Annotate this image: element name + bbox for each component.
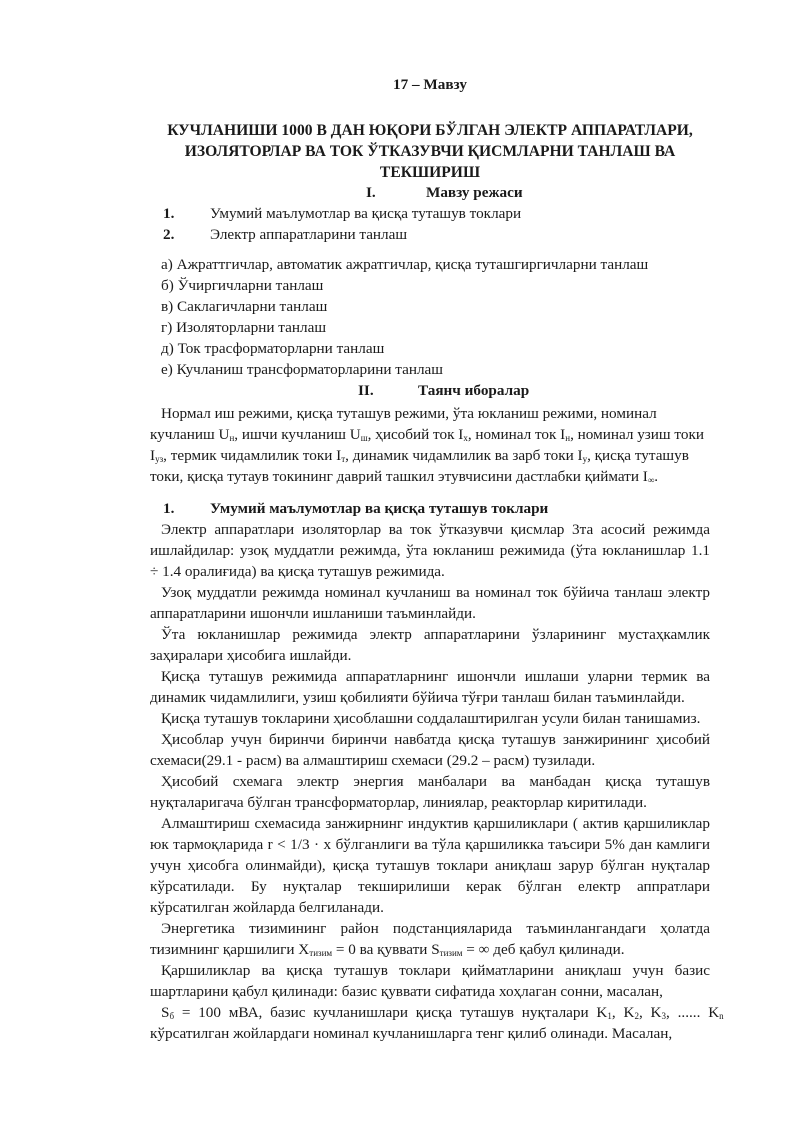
subplan-item: б) Ўчиргичларни танлаш: [161, 277, 324, 294]
body-text: [150, 519, 724, 1044]
subplan-item: г) Изоляторларни танлаш: [161, 319, 327, 336]
plan-item-2-number: 2.: [163, 226, 175, 243]
section-1-title: Мавзу режаси: [426, 184, 523, 201]
body-line: кўрсатилади. Бу нуқталар текширилиши керак бўлган електр аппратлари: [150, 878, 710, 895]
plan-item-1-text: Умумий маълумотлар ва қисқа туташув токлари: [210, 205, 522, 222]
body-line: Энергетика тизимининг район подстанцияларида таъминлангандаги ҳолатда: [161, 920, 710, 937]
body-line: Узоқ муддатли режимда номинал кучланиш ва номинал ток бўйича танлаш электр: [161, 584, 710, 601]
body-line: Қисқа туташув режимида аппаратларнинг ишончли ишлаши уларни термик ва: [161, 668, 710, 685]
subplan-item: а) Ажраттгичлар, автоматик ажратгичлар, қисқа туташгиргичларни танлаш: [161, 256, 649, 273]
body-line: Электр аппаратлари изоляторлар ва ток ўтказувчи қисмлар 3та асосий режимда: [161, 521, 710, 538]
body-line: $S_б = 100$ мВА, базис кучланишлари қисқа туташув нуқталари $K_1$, $K_2$, $K_3$, ...... $K_n$: [161, 1004, 724, 1021]
body-line: юк тармоқларида r < 1/3 · x бўлганлиги ва тўла қаршиликка таъсири 5% дан камлиги: [150, 836, 710, 853]
subplan-item: д) Ток трасформаторларни танлаш: [161, 340, 385, 357]
body-line: Ўта юкланишлар режимида электр аппаратларини ўзларининг мустаҳкамлик: [161, 626, 710, 643]
body-line: нуқталаригача бўлган трансформаторлар, линиялар, реакторлар киритилади.: [150, 794, 647, 811]
body-line: ÷ 1.4 оралиғида) ва қисқа туташув режимида.: [150, 563, 445, 580]
body-line: схемаси(29.1 - расм) ва алмаштириш схемаси (29.2 – расм) тузилади.: [150, 752, 596, 769]
title-line-3: ТЕКШИРИШ: [379, 164, 481, 181]
body-line: тизимнинг қаршилиги $X_{тизим} = 0$ ва қуввати $S_{тизим}$ = ∞ деб қабул қилинади.: [150, 941, 625, 958]
section-1-number: I.: [366, 184, 376, 201]
keywords-paragraph: [150, 403, 710, 487]
section-3-title: Умумий маълумотлар ва қисқа туташув токлари: [210, 500, 549, 517]
body-line: кўрсатилган жойлардаги номинал кучланишларга тенг қилиб олинади. Масалан,: [150, 1025, 673, 1042]
keywords-line: токи, қисқа тутаув токининг даврий ташкил этувчисини дастлабки қиймати $I_\infty$.: [150, 468, 659, 485]
body-line: шартларини қабул қилинади: базис қуввати сифатида хоҳлаган сонни, масалан,: [150, 983, 663, 1000]
body-line: Қаршиликлар ва қисқа туташув токлари қийматларини аниқлаш учун базис: [161, 962, 710, 979]
body-line: Қисқа туташув токларини ҳисоблашни соддалаштирилган усули билан танишамиз.: [161, 710, 701, 727]
body-line: учун ҳисобга олинмайди), қисқа туташув токлари аниқлаш зарур бўлган нуқталар: [150, 857, 710, 874]
keywords-line: $I_{уз}$, термик чидамлилик токи $I_т$, динамик чидамлилик ва зарб токи $I_у$, қисқа туташув: [150, 447, 689, 464]
subplan-item: е) Кучланиш трансформаторларини танлаш: [161, 361, 443, 378]
subplan-item: в) Саклагичларни танлаш: [161, 298, 328, 315]
section-3-number: 1.: [163, 500, 175, 517]
body-line: Ҳисоблар учун биринчи биринчи навбатда қисқа туташув занжирининг ҳисобий: [161, 731, 710, 748]
body-line: динамик чидамлилиги, узиш қобилияти бўйича тўғри танлаш билан таъминлайди.: [150, 689, 685, 706]
topic-heading: 17 – Мавзу: [393, 76, 467, 93]
body-line: кўрсатилган жойларда белгиланади.: [150, 899, 384, 916]
title-line-1: КУЧЛАНИШИ 1000 В ДАН ЮҚОРИ БЎЛГАН ЭЛЕКТР АППАРАТЛАРИ,: [167, 122, 693, 139]
body-line: ишлайдилар: узоқ муддатли режимда, ўта юкланиш режимида (ўта юкланишлар 1.1: [150, 542, 710, 559]
section-2-title: Таянч иборалар: [418, 382, 530, 399]
keywords-line: Нормал иш режими, қисқа туташув режими, ўта юкланиш режими, номинал: [161, 405, 657, 422]
body-line: Алмаштириш схемасида занжирнинг индуктив қаршиликлари ( актив қаршиликлар: [161, 815, 710, 832]
body-line: Ҳисобий схемага электр энергия манбалари ва манбадан қисқа туташув: [161, 773, 710, 790]
body-line: аппаратларини ишончли ишланиши таъминлайди.: [150, 605, 476, 622]
keywords-line: кучланиш $U_н$, ишчи кучланиш $U_ш$, ҳисобий ток $I_х$, номинал ток $I_н$, номинал узиш токи: [150, 426, 704, 443]
plan-item-2-text: Электр аппаратларини танлаш: [210, 226, 408, 243]
section-2-number: II.: [358, 382, 374, 399]
body-line: заҳиралари ҳисобига ишлайди.: [150, 647, 352, 664]
plan-item-1-number: 1.: [163, 205, 175, 222]
title-line-2: ИЗОЛЯТОРЛАР ВА ТОК ЎТКАЗУВЧИ ҚИСМЛАРНИ ТАНЛАШ ВА: [184, 143, 676, 160]
